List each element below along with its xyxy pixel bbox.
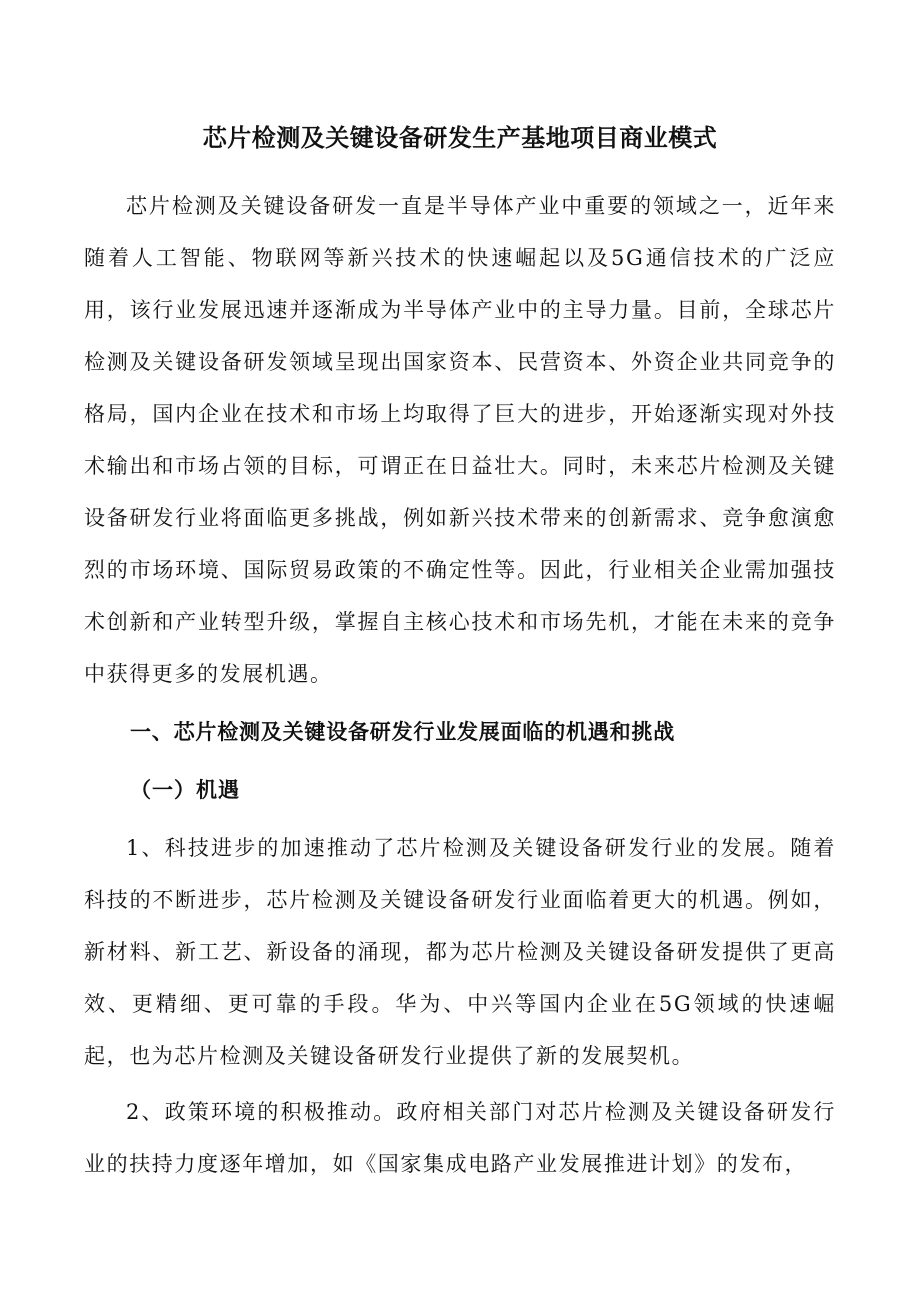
intro-paragraph: 芯片检测及关键设备研发一直是半导体产业中重要的领域之一，近年来随着人工智能、物联网等新兴技术的快速崛起以及5G通信技术的广泛应用，该行业发展迅速并逐渐成为半导体产业中的主导力量。目前，全球芯片检测及关键设备研发领域呈现出国家资本、民营资本、外资企业共同竞争的格局，国内企业在技术和市场上均取得了巨大的进步，开始逐渐实现对外技术输出和市场占领的目标，可谓正在日益壮大。同时，未来芯片检测及关键设备研发行业将面临更多挑战，例如新兴技术带来的创新需求、竞争愈演愈烈的市场环境、国际贸易政策的不确定性等。因此，行业相关企业需加强技术创新和产业转型升级，掌握自主核心技术和市场先机，才能在未来的竞争中获得更多的发展机遇。 [84,194,836,686]
document-title: 芯片检测及关键设备研发生产基地项目商业模式 [202,124,718,152]
subsection-heading-opportunities: （一）机遇 [130,777,240,802]
point-paragraph-1: 1、科技进步的加速推动了芯片检测及关键设备研发行业的发展。随着科技的不断进步，芯片检测及关键设备研发行业面临着更大的机遇。例如，新材料、新工艺、新设备的涌现，都为芯片检测及关键设备研发提供了更高效、更精细、更可靠的手段。华为、中兴等国内企业在5G领域的快速崛起，也为芯片检测及关键设备研发行业提供了新的发展契机。 [84,836,836,1068]
point-paragraph-2: 2、政策环境的积极推动。政府相关部门对芯片检测及关键设备研发行业的扶持力度逐年增加，如《国家集成电路产业发展推进计划》的发布， [84,1100,836,1176]
section-heading-1: 一、芯片检测及关键设备研发行业发展面临的机遇和挑战 [130,720,675,744]
